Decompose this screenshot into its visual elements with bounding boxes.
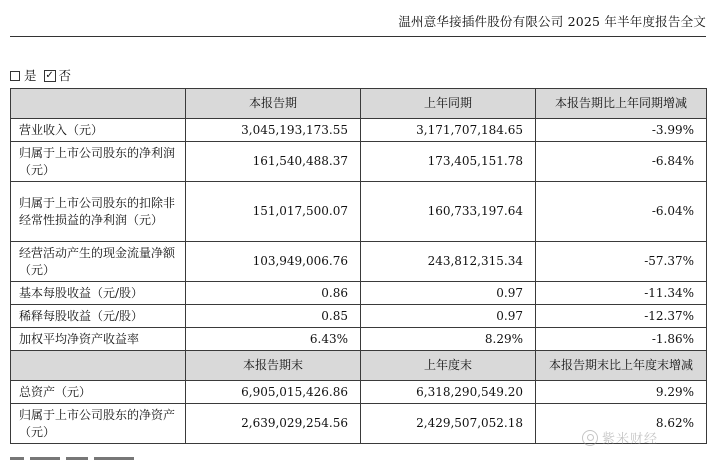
cell-value: 8.62% xyxy=(536,404,707,444)
table-row xyxy=(11,328,707,351)
cell-value: 103,949,006.76 xyxy=(186,242,361,282)
header-period-end-change: 本报告期末比上年度末增减 xyxy=(536,351,707,381)
cell-value: 9.29% xyxy=(536,381,707,404)
cell-value: 3,045,193,173.55 xyxy=(186,119,361,142)
cell-value: 160,733,197.64 xyxy=(361,182,536,242)
header-prior-period: 上年同期 xyxy=(361,89,536,119)
row-label: 经营活动产生的现金流量净额（元） xyxy=(11,242,186,282)
cell-value: 243,812,315.34 xyxy=(361,242,536,282)
watermark-logo-icon xyxy=(582,430,598,446)
cell-value: -57.37% xyxy=(536,242,707,282)
cell-value: 0.97 xyxy=(361,305,536,328)
row-label: 归属于上市公司股东的净利润（元） xyxy=(11,142,186,182)
cell-value: -6.84% xyxy=(536,142,707,182)
row-label: 营业收入（元） xyxy=(11,119,186,142)
header-corner-cell xyxy=(11,351,186,381)
cell-value: 0.97 xyxy=(361,282,536,305)
header-divider xyxy=(10,36,706,37)
header-current-period: 本报告期 xyxy=(186,89,361,119)
cell-value: -6.04% xyxy=(536,182,707,242)
table-row xyxy=(11,142,707,182)
no-checkbox-checked[interactable] xyxy=(44,70,56,82)
key-financial-data-table xyxy=(10,88,707,444)
header-prior-year-end: 上年度末 xyxy=(361,351,536,381)
table-row xyxy=(11,119,707,142)
cell-value: 0.86 xyxy=(186,282,361,305)
table-header-row xyxy=(11,351,707,381)
row-label: 稀释每股收益（元/股） xyxy=(11,305,186,328)
yes-label: 是 xyxy=(24,68,37,83)
no-label: 否 xyxy=(58,68,72,83)
cell-value: -1.86% xyxy=(536,328,707,351)
cell-value: 2,429,507,052.18 xyxy=(361,404,536,444)
header-period-change: 本报告期比上年同期增减 xyxy=(536,89,707,119)
cell-value: -3.99% xyxy=(536,119,707,142)
row-label: 归属于上市公司股东的扣除非经常性损益的净利润（元） xyxy=(11,182,186,242)
cell-value: 6,905,015,426.86 xyxy=(186,381,361,404)
watermark xyxy=(582,428,658,447)
row-label: 总资产（元） xyxy=(11,381,186,404)
cell-value: 151,017,500.07 xyxy=(186,182,361,242)
cell-value: -11.34% xyxy=(536,282,707,305)
cell-value: 8.29% xyxy=(361,328,536,351)
restatement-checkbox-line xyxy=(10,66,71,84)
cell-value: 6.43% xyxy=(186,328,361,351)
table-row xyxy=(11,242,707,282)
table-row xyxy=(11,381,707,404)
row-label: 基本每股收益（元/股） xyxy=(11,282,186,305)
row-label: 加权平均净资产收益率 xyxy=(11,328,186,351)
cell-value: 2,639,029,254.56 xyxy=(186,404,361,444)
table-row xyxy=(11,282,707,305)
yes-checkbox[interactable] xyxy=(10,71,20,81)
cell-value: -12.37% xyxy=(536,305,707,328)
cell-value: 0.85 xyxy=(186,305,361,328)
row-label: 归属于上市公司股东的净资产（元） xyxy=(11,404,186,444)
table-header-row xyxy=(11,89,707,119)
header-period-end: 本报告期末 xyxy=(186,351,361,381)
table-row xyxy=(11,182,707,242)
table-row xyxy=(11,305,707,328)
cell-value: 161,540,488.37 xyxy=(186,142,361,182)
watermark-text: 紫米财经 xyxy=(602,432,659,447)
cell-value: 173,405,151.78 xyxy=(361,142,536,182)
cell-value: 6,318,290,549.20 xyxy=(361,381,536,404)
cropped-next-line xyxy=(10,457,210,463)
cell-value: 3,171,707,184.65 xyxy=(361,119,536,142)
page-header-title: 温州意华接插件股份有限公司 2025 年半年度报告全文 xyxy=(398,14,706,29)
check-mark-icon: ✓ xyxy=(45,70,54,81)
header-corner-cell xyxy=(11,89,186,119)
